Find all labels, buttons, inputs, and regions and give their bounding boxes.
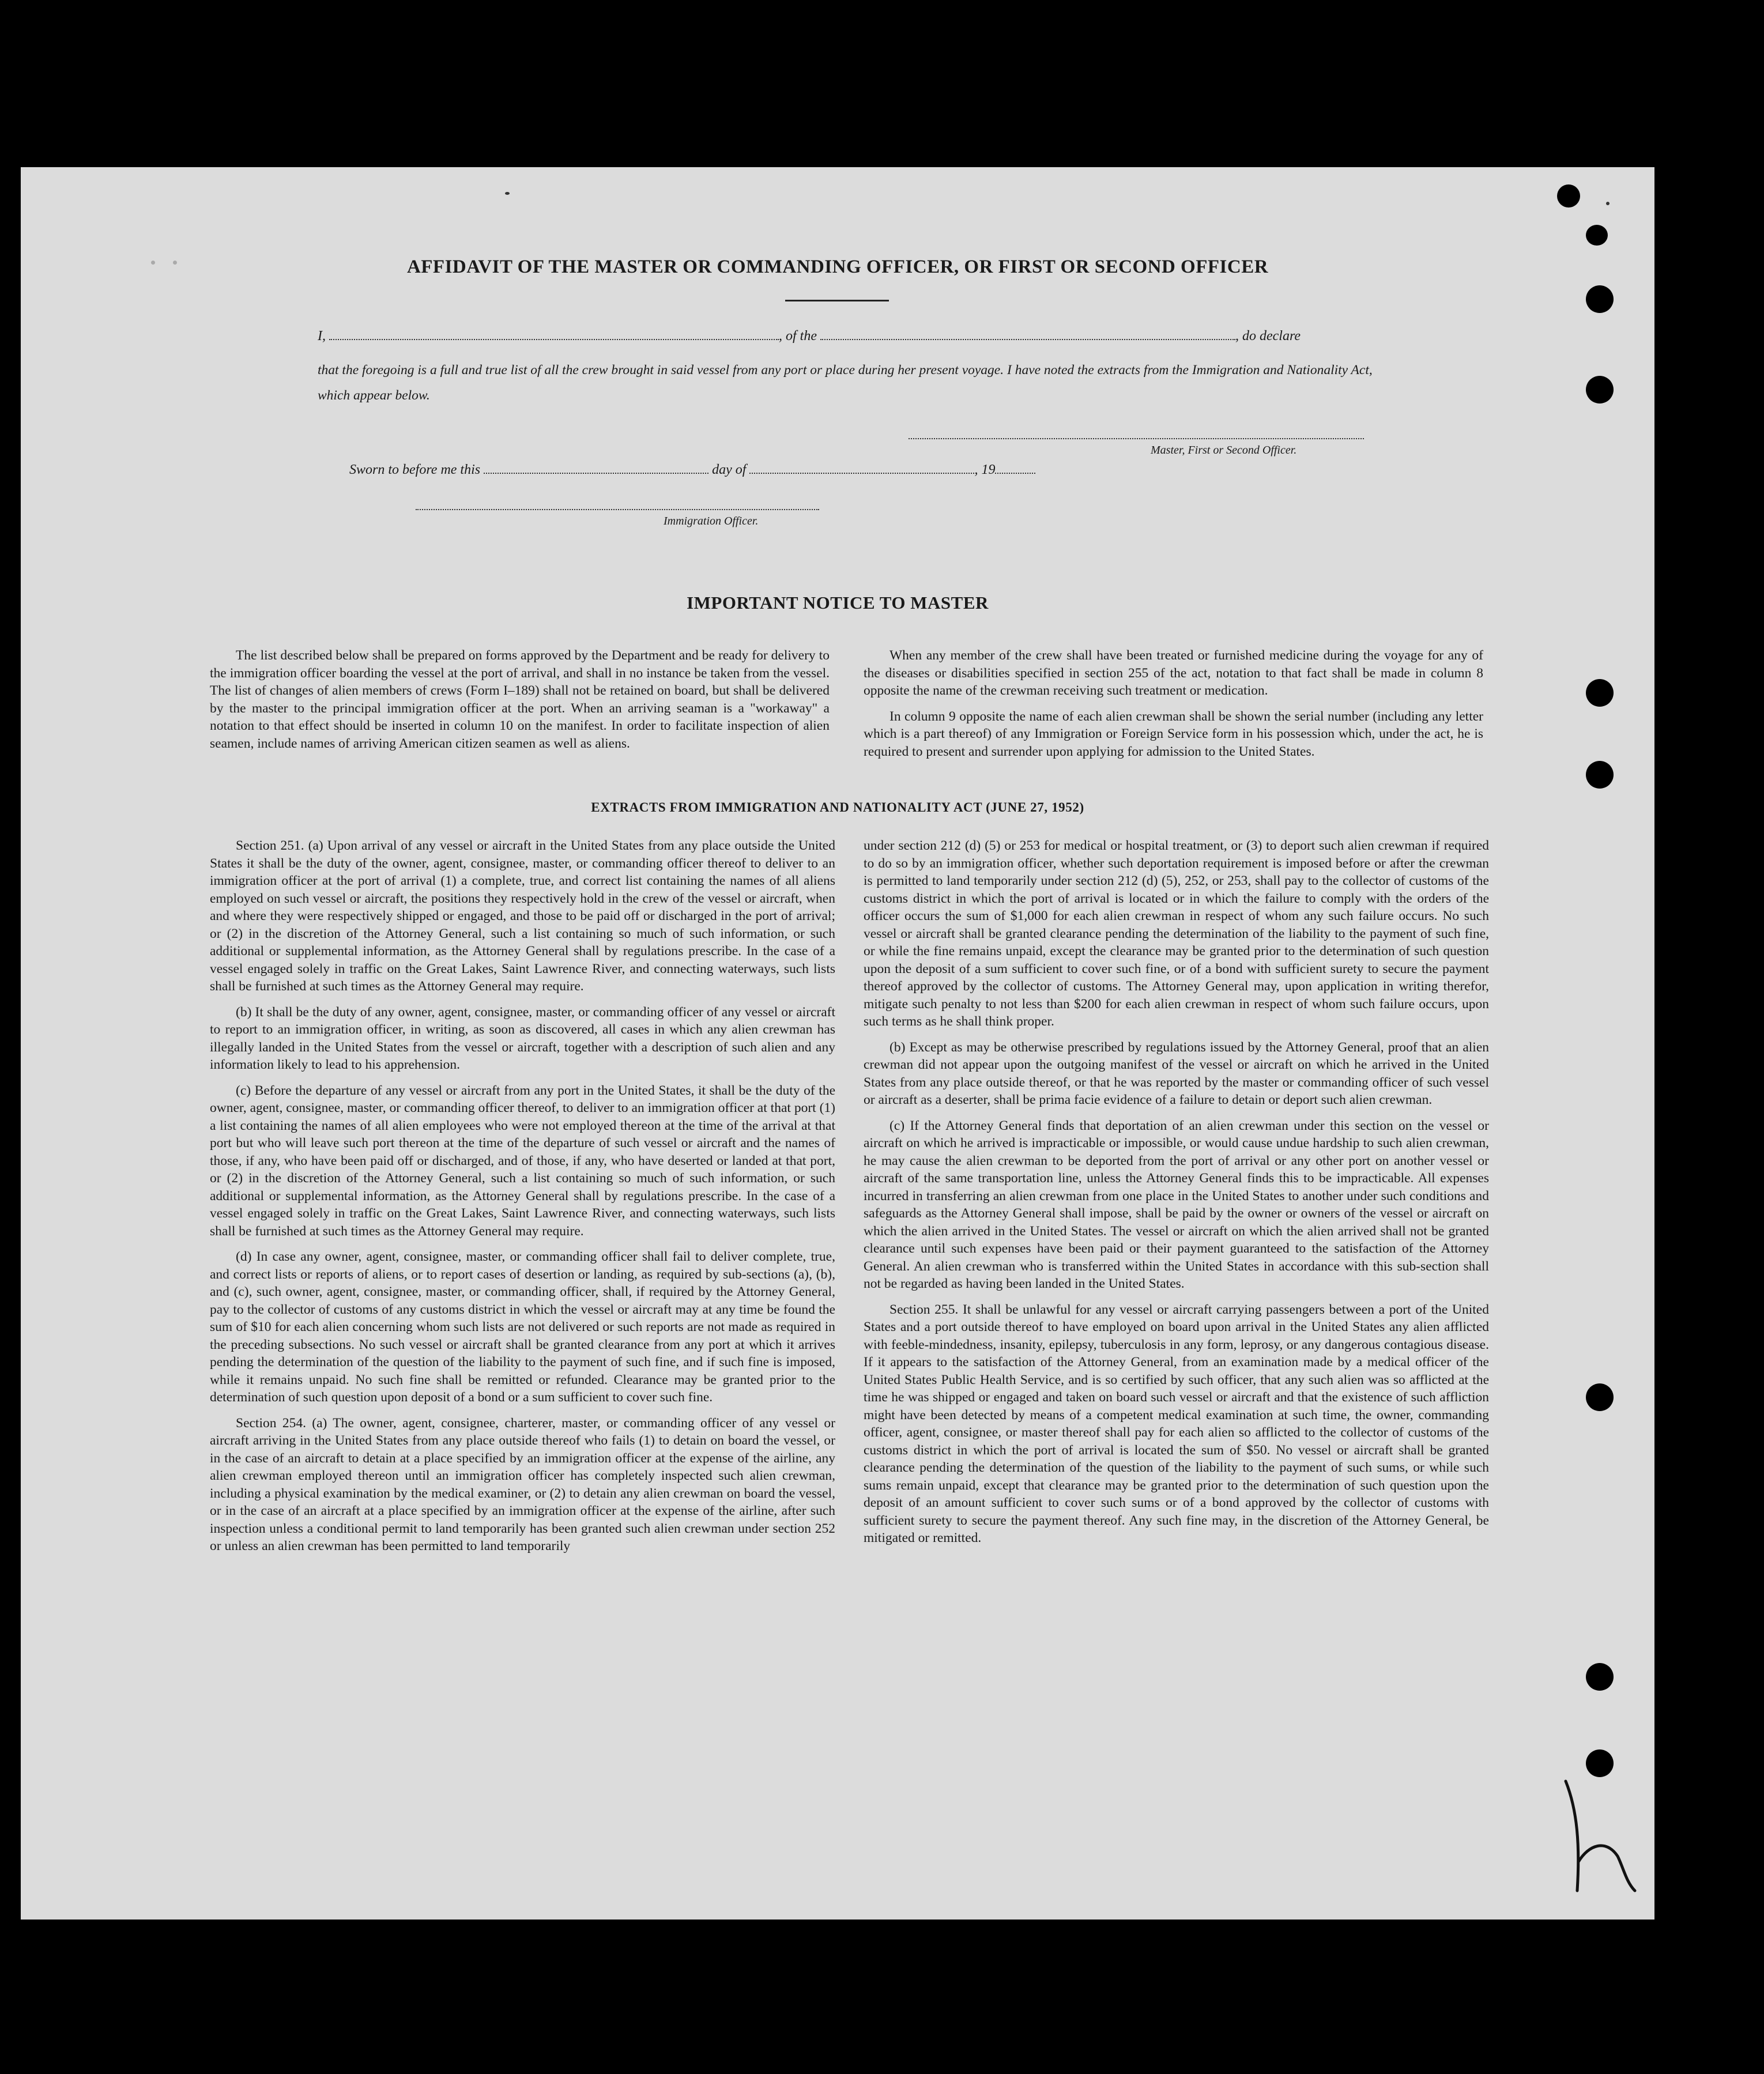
day-of-label: day of (712, 462, 747, 477)
handwritten-mark-icon (1554, 1775, 1646, 1902)
extract-paragraph: Section 254. (a) The owner, agent, consignee, charterer, master, or commanding officer of any vessel or aircraft arriving in the United States from any place outside thereof who fails (1) to detain on board the vessel, or in the case of an aircraft to detain at a place specified by an immigration officer at the expense of the airline, any alien crewman employed thereon until an immigration officer has completely inspected such alien crewman, including a physical examination by the medical examiner, or (2) to detain any alien crewman on board the vessel, or in the case of an aircraft at a place specified by an immigration officer at the expense of the airline, after such inspection unless a conditional permit to land temporarily has been granted such alien crewman under section 252 or unless an alien crewman has been permitted to land temporarily (210, 1415, 835, 1553)
sworn-line (349, 461, 1156, 478)
punch-hole-icon (1586, 285, 1614, 313)
immigration-officer-signature-field[interactable] (416, 509, 819, 510)
do-declare-label: , do declare (1235, 329, 1301, 344)
punch-hole-icon (1586, 1663, 1614, 1691)
punch-hole-icon (1586, 761, 1614, 789)
declarant-label: I, (318, 329, 326, 344)
punch-hole-icon (1586, 679, 1614, 707)
sworn-year-field[interactable] (995, 461, 1035, 474)
notice-paragraph: The list described below shall be prepared on forms approved by the Department and be ready for delivery to the immigration officer boarding the vessel at the port of arrival, and shall in no instance be taken from the vessel. The list of changes of alien members of crews (Form I–189) shall not be retained on board, but shall be delivered by the master to the principal immigration officer at the port. When an arriving seaman is a "workaway" a notation to that effect should be inserted in column 10 on the manifest. In order to facilitate inspection of alien seamen, include names of arriving American citizen seamen as well as aliens. (210, 648, 830, 751)
extracts-title: EXTRACTS FROM IMMIGRATION AND NATIONALITY ACT (JUNE 27, 1952) (591, 800, 1084, 814)
extract-paragraph: (b) Except as may be otherwise prescribed by regulations issued by the Attorney General, proof that an alien crewman did not appear upon the outgoing manifest of the vessel or aircraft on which he arrived in the United States from any place outside thereof, or that he was reported by the master or commanding officer of such vessel or aircraft as a deserter, shall be prima facie evidence of a failure to detain or deport such alien crewman. (864, 1039, 1489, 1107)
affidavit-declaration: that the foregoing is a full and true list of all the crew brought in said vessel from any port or place during her present voyage. I have noted the extracts from the Immigration and Nationality Act, which appear below. (318, 363, 1373, 403)
title-rule (785, 300, 889, 301)
sworn-label: Sworn to before me this (349, 462, 481, 477)
master-signature-caption: Master, First or Second Officer. (1151, 444, 1297, 457)
extracts-right-column (864, 837, 1489, 1547)
extracts-left-column (210, 837, 835, 1555)
speck (151, 261, 155, 265)
of-the-label: , of the (779, 329, 817, 344)
extract-paragraph: (c) If the Attorney General finds that deportation of an alien crewman under this section on the vessel or aircraft on which he arrived is impracticable or impossible, or would cause undue hardship to such alien crewman, he may cause the alien crewman to be deported from the port of arrival or any other port on another vessel or aircraft of the same transportation line, unless the Attorney General finds this to be impracticable. All expenses incurred in transferring an alien crewman from one place in the United States to another under such conditions and safeguards as the Attorney General shall impose, shall be paid by the owner or owners of the vessel or aircraft on which the alien arrived in the United States. The vessel or aircraft on which the alien arrived shall not be granted clearance until such expenses have been paid or their payment guaranteed to the satisfaction of the Attorney General. An alien crewman who is transferred within the United States in accordance with this sub-section shall not be regarded as having been landed in the United States. (864, 1118, 1489, 1291)
punch-hole-icon (1557, 184, 1580, 208)
extract-paragraph: Section 255. It shall be unlawful for any vessel or aircraft carrying passengers between a port of the United States and a port outside thereof to have employed on board upon arrival in the United States any alien afflicted with feeble-mindedness, insanity, epilepsy, tuberculosis in any form, leprosy, or any dangerous contagious disease. If it appears to the satisfaction of the Attorney General, from an examination made by a medical officer of the United States Public Health Service, and is so certified by such officer, that any such alien was so afflicted at the time he was shipped or engaged and taken on board such vessel or aircraft and that the existence of such affliction might have been detected by means of a competent medical examination at such time, the owner, commanding officer, agent, consignee, or master thereof shall pay for each alien so afflicted to the collector of customs of the customs district in which the port of arrival is located the sum of $50. No vessel or aircraft shall be granted clearance pending the determination of the question of the liability to the payment of such sums, or while such sums remain unpaid, except that clearance may be granted prior to the determination of such question upon the deposit of an amount sufficient to cover such sums or of a bond approved by the collector of customs with sufficient surety to secure the payment thereof. Any such fine may, in the discretion of the Attorney General, be mitigated or remitted. (864, 1302, 1489, 1545)
affidavit-declarant-line (318, 327, 1378, 344)
extract-paragraph: Section 251. (a) Upon arrival of any vessel or aircraft in the United States from any place outside the United States it shall be the duty of the owner, agent, consignee, master, or commanding officer thereof to deliver to an immigration officer at the port of arrival (1) a complete, true, and correct list containing the names of all aliens employed on such vessel or aircraft, the positions they respectively hold in the crew of the vessel or aircraft, when and where they were respectively shipped or engaged, and those to be paid off or discharged in the port of arrival; or (2) in the discretion of the Attorney General, such a list containing so much of such information, or such additional or supplemental information, as the Attorney General shall by regulations prescribe. In the case of a vessel engaged solely in traffic on the Great Lakes, Saint Lawrence River, and connecting waterways, such lists shall be furnished at such times as the Attorney General may require. (210, 838, 835, 994)
speck (173, 261, 177, 265)
notice-paragraph: In column 9 opposite the name of each alien crewman shall be shown the serial number (including any letter which is a part thereof) of any Immigration or Foreign Service form in his possession which, under the act, he is required to present and surrender upon applying for admission to the United States. (864, 708, 1483, 759)
sworn-day-field[interactable] (484, 461, 708, 474)
speck (1606, 202, 1610, 205)
notice-left-column (210, 647, 830, 752)
notice-title: IMPORTANT NOTICE TO MASTER (687, 593, 989, 613)
form-page (21, 167, 1654, 1920)
notice-paragraph: When any member of the crew shall have been treated or furnished medicine during the voyage for any of the diseases or disabilities specified in section 255 of the act, notation to that fact shall be made in column 8 opposite the name of the crewman receiving such treatment or medication. (864, 648, 1483, 698)
declarant-name-field[interactable] (329, 327, 779, 340)
punch-hole-icon (1586, 1383, 1614, 1411)
affidavit-title: AFFIDAVIT OF THE MASTER OR COMMANDING OFFICER, OR FIRST OR SECOND OFFICER (406, 257, 1269, 277)
speck (505, 192, 510, 195)
notice-right-column (864, 647, 1483, 760)
punch-hole-icon (1586, 225, 1608, 246)
sworn-month-field[interactable] (749, 461, 974, 474)
punch-hole-icon (1586, 376, 1614, 404)
year-prefix-label: , 19 (974, 462, 996, 477)
immigration-officer-caption: Immigration Officer. (664, 515, 759, 527)
punch-hole-icon (1586, 1749, 1614, 1777)
vessel-name-field[interactable] (820, 327, 1235, 340)
extract-paragraph: under section 212 (d) (5) or 253 for medical or hospital treatment, or (3) to deport such alien crewman if required to do so by an immigration officer, whether such deportation requirement is imposed before or after the crewman is permitted to land temporarily under section 212 (d) (5), 252, or 253, shall pay to the collector of customs of the customs district in which the port of arrival is located or in which the failure to comply with the orders of the officer occurs the sum of $1,000 for each alien crewman in respect of whom any such failure occurs. No such vessel or aircraft shall be granted clearance pending the determination of the liability to the payment of such fine, or while the fine remains unpaid, except the clearance may be granted prior to the determination of such question upon the deposit of a sum sufficient to cover such fine, or of a bond with sufficient surety to secure the payment thereof approved by the collector of customs. The Attorney General may, upon application in writing therefor, mitigate such penalty to not less than $200 for each alien crewman in respect of whom such failure occurs, upon such terms as he shall think proper. (864, 838, 1489, 1029)
master-signature-field[interactable] (909, 438, 1364, 439)
extract-paragraph: (c) Before the departure of any vessel or aircraft from any port in the United States, it shall be the duty of the owner, agent, consignee, master, or commanding officer thereof, to deliver to an immigration officer at that port (1) a list containing the names of all alien employees who were not employed thereon at the time of the arrival at that port but who will leave such port thereon at the time of the departure of such vessel or aircraft and the names of those, if any, who have been paid off or discharged, and of those, if any, who have deserted or landed at that port, or (2) in the discretion of the Attorney General, such a list containing so much of such information, or such additional or supplemental information, as the Attorney General shall by regulations prescribe. In the case of a vessel engaged solely in traffic on the Great Lakes, Saint Lawrence River, and connecting waterways, such lists shall be furnished at such times as the Attorney General may require. (210, 1083, 835, 1239)
extract-paragraph: (d) In case any owner, agent, consignee, master, or commanding officer shall fail to deliver complete, true, and correct lists or reports of aliens, or to report cases of desertion or landing, as required by sub-sections (a), (b), and (c), such owner, agent, consignee, master, or commanding officer, shall, if required by the Attorney General, pay to the collector of customs of any customs district in which the vessel or aircraft may at any time be found the sum of $10 for each alien concerning whom such lists are not delivered or such reports are not made as required in the preceding subsections. No such vessel or aircraft shall be granted clearance from any port at which it arrives pending the determination of the question of the liability to the payment of such fine, and if such fine is imposed, while it remains unpaid. No such fine shall be remitted or refunded. Clearance may be granted prior to the determination of such question upon deposit of a bond or a sum sufficient to cover such fine. (210, 1249, 835, 1405)
extract-paragraph: (b) It shall be the duty of any owner, agent, consignee, master, or commanding officer of any vessel or aircraft to report to an immigration officer, in writing, as soon as discovered, all cases in which any alien crewman has illegally landed in the United States from the vessel or aircraft, together with a description of such alien and any information likely to lead to his apprehension. (210, 1004, 835, 1072)
